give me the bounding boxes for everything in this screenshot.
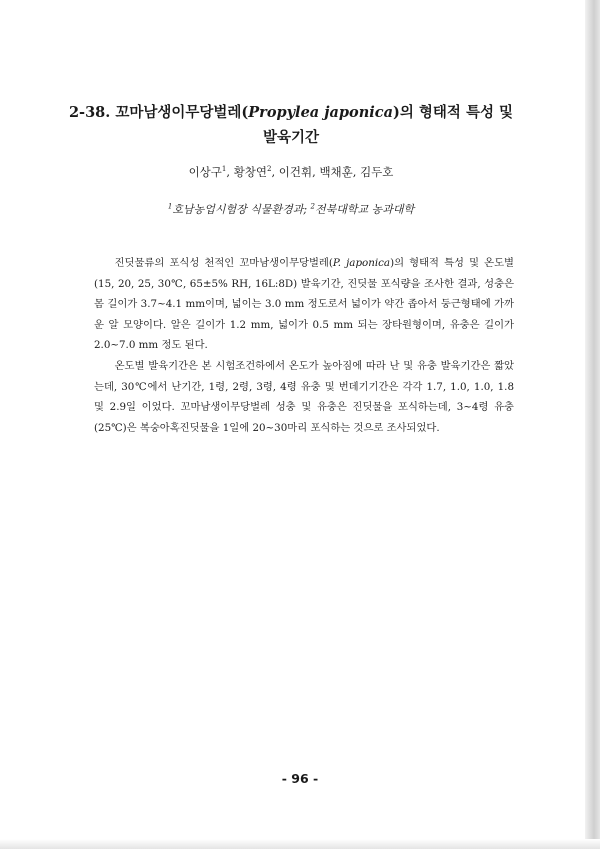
title-species: Propylea japonica — [248, 104, 393, 121]
author-2: 황창연$^2$, — [233, 165, 279, 179]
page-edge-shadow — [585, 0, 600, 849]
author-4: 백채훈, — [319, 165, 361, 179]
abstract-paragraph-1: 진딧물류의 포식성 천적인 꼬마남생이무당벌레(P. japonica)의 형태적 특성 및 온도별(15, 20, 25, 30℃, 65±5% RH, 16L:8D) 발육기간, 진딧물 포식량을 조사한 결과, 성충은 몸 길이가 3.7~4.1 mm이며, 넓이는 3.0 mm 정도로서 넓이가 약간 좁아서 둥근형태에 가까운 알 모양이다. 알은 길이가 1.2 mm, 넓이가 0.5 mm 되는 장타원형이며, 유충은 길이가 2.0~7.0 mm 정도 된다. — [94, 257, 515, 352]
abstract-body — [94, 253, 514, 438]
page-bottom-shadow — [0, 839, 600, 849]
author-1: 이상구$^1$, — [188, 165, 234, 179]
title-prefix: 2-38. 꼬마남생이무당벌레( — [68, 104, 249, 121]
author-3: 이건휘, — [278, 165, 320, 179]
paper-title — [60, 100, 522, 150]
abstract-paragraph-2: 온도별 발육기간은 본 시험조건하에서 온도가 높아짐에 따라 난 및 유충 발육기간은 짧았는데, 30℃에서 난기간, 1령, 2령, 3령, 4령 유충 및 번데기기간은 각각 1.7, 1.0, 1.0, 1.8 및 2.9일 이었다. 꼬마남생이무당벌레 성충 및 유충은 진딧물을 포식하는데, 3~4령 유충(25℃)은 복숭아혹진딧물을 1일에 20~30마리 포식하는 것으로 조사되었다. — [94, 359, 514, 434]
title-suffix: )의 형태적 특성 및 — [392, 104, 514, 121]
page-number: - 96 - — [281, 771, 319, 786]
author-5: 김두호 — [360, 165, 394, 179]
affiliation-2: $^2$전북대학교 농과대학 — [310, 202, 415, 216]
title-line2: 발육기간 — [262, 129, 320, 146]
affiliation-1: $^1$호남농업시험장 식물환경과; — [167, 202, 311, 216]
author-list — [60, 164, 522, 180]
affiliation-list — [60, 201, 522, 217]
species-abbrev: P. japonica — [332, 257, 391, 269]
